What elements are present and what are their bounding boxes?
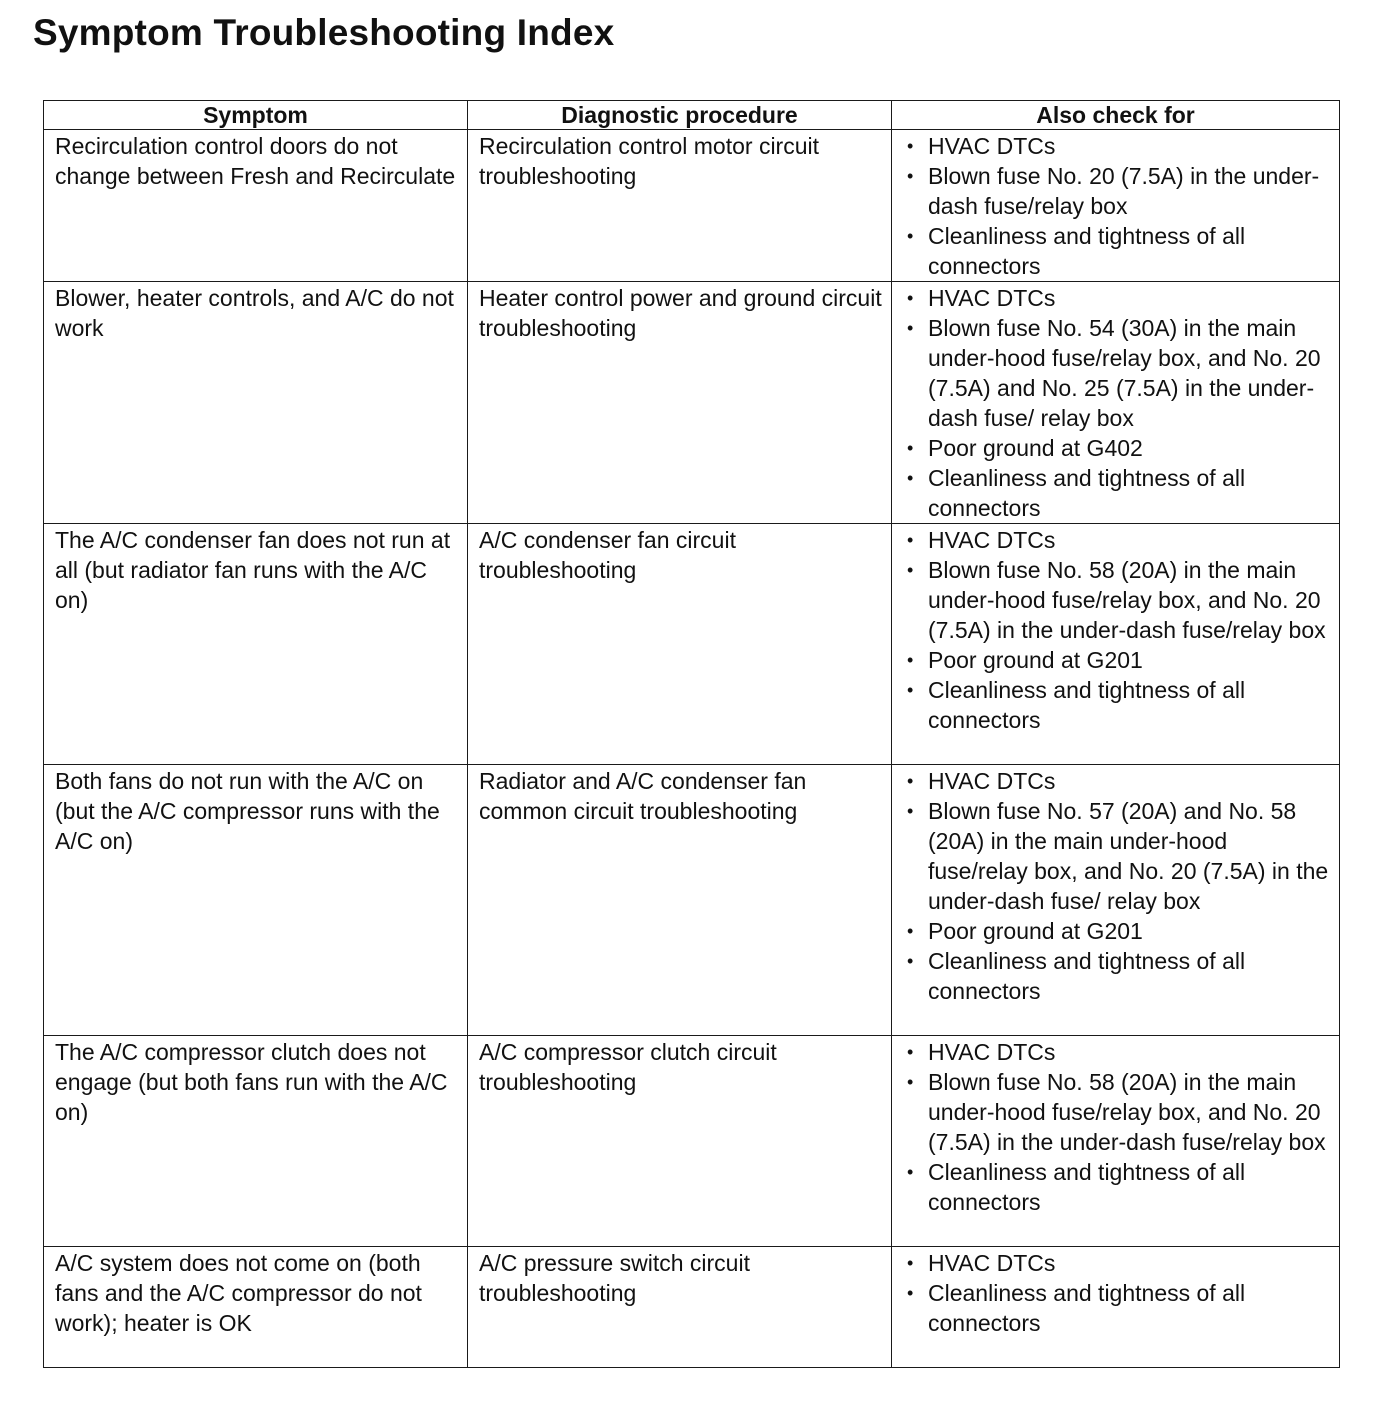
bullet-icon: • [907, 1162, 914, 1182]
check-item [903, 1157, 1333, 1217]
check-item-text: HVAC DTCs [928, 1250, 1056, 1276]
check-item [903, 313, 1333, 433]
bullet-icon: • [907, 801, 914, 821]
procedure-cell: Heater control power and ground circuit troubleshooting [468, 282, 892, 524]
procedure-cell: Radiator and A/C condenser fan common circuit troubleshooting [468, 765, 892, 1036]
check-list [903, 1037, 1333, 1217]
table-row [44, 524, 1340, 765]
check-item [903, 1278, 1333, 1338]
header-diagnostic-procedure: Diagnostic procedure [468, 101, 892, 130]
check-list [903, 1248, 1333, 1338]
bullet-icon: • [907, 650, 914, 670]
table-row [44, 282, 1340, 524]
bullet-icon: • [907, 680, 914, 700]
check-item-text: HVAC DTCs [928, 1039, 1056, 1065]
table-row [44, 765, 1340, 1036]
also-check-cell [892, 282, 1340, 524]
check-item-text: Blown fuse No. 54 (30A) in the main under-hood fuse/relay box, and No. 20 (7.5A) and No. 25 (7.5A) in the under-dash fuse/ relay box [928, 315, 1321, 431]
table-row [44, 130, 1340, 282]
check-item-text: Cleanliness and tightness of all connectors [928, 465, 1246, 521]
symptom-cell: Recirculation control doors do not change between Fresh and Recirculate [44, 130, 468, 282]
bullet-icon: • [907, 318, 914, 338]
check-item-text: Blown fuse No. 58 (20A) in the main under-hood fuse/relay box, and No. 20 (7.5A) in the under-dash fuse/relay box [928, 1069, 1326, 1155]
check-item [903, 283, 1333, 313]
check-list [903, 131, 1333, 281]
check-item-text: HVAC DTCs [928, 527, 1056, 553]
check-item [903, 1067, 1333, 1157]
bullet-icon: • [907, 1042, 914, 1062]
check-item [903, 131, 1333, 161]
check-list [903, 283, 1333, 523]
check-item [903, 525, 1333, 555]
check-item [903, 916, 1333, 946]
also-check-cell [892, 765, 1340, 1036]
also-check-cell [892, 524, 1340, 765]
symptom-cell: Both fans do not run with the A/C on (but the A/C compressor runs with the A/C on) [44, 765, 468, 1036]
bullet-icon: • [907, 1253, 914, 1273]
bullet-icon: • [907, 771, 914, 791]
symptom-cell: The A/C condenser fan does not run at all (but radiator fan runs with the A/C on) [44, 524, 468, 765]
procedure-cell: A/C compressor clutch circuit troubleshooting [468, 1036, 892, 1247]
bullet-icon: • [907, 136, 914, 156]
procedure-cell: Recirculation control motor circuit troubleshooting [468, 130, 892, 282]
bullet-icon: • [907, 438, 914, 458]
check-item [903, 1037, 1333, 1067]
symptom-cell: Blower, heater controls, and A/C do not work [44, 282, 468, 524]
check-item-text: Cleanliness and tightness of all connectors [928, 1280, 1246, 1336]
also-check-cell [892, 1036, 1340, 1247]
bullet-icon: • [907, 288, 914, 308]
check-item [903, 161, 1333, 221]
check-item-text: Blown fuse No. 57 (20A) and No. 58 (20A) in the main under-hood fuse/relay box, and No. 20 (7.5A) in the under-dash fuse/ relay box [928, 798, 1329, 914]
check-list [903, 525, 1333, 735]
bullet-icon: • [907, 1072, 914, 1092]
symptom-cell: The A/C compressor clutch does not engage (but both fans run with the A/C on) [44, 1036, 468, 1247]
symptom-cell: A/C system does not come on (both fans and the A/C compressor do not work); heater is OK [44, 1247, 468, 1368]
table-row [44, 1247, 1340, 1368]
check-item [903, 766, 1333, 796]
check-item-text: Blown fuse No. 58 (20A) in the main under-hood fuse/relay box, and No. 20 (7.5A) in the under-dash fuse/relay box [928, 557, 1326, 643]
table-header-row [44, 101, 1340, 130]
bullet-icon: • [907, 1283, 914, 1303]
procedure-cell: A/C pressure switch circuit troubleshooting [468, 1247, 892, 1368]
check-item [903, 645, 1333, 675]
check-item-text: HVAC DTCs [928, 133, 1056, 159]
also-check-cell [892, 1247, 1340, 1368]
check-item [903, 946, 1333, 1006]
also-check-cell [892, 130, 1340, 282]
header-symptom: Symptom [44, 101, 468, 130]
bullet-icon: • [907, 166, 914, 186]
bullet-icon: • [907, 530, 914, 550]
troubleshooting-table [43, 100, 1340, 1368]
check-item-text: Cleanliness and tightness of all connectors [928, 677, 1246, 733]
check-list [903, 766, 1333, 1006]
bullet-icon: • [907, 468, 914, 488]
check-item [903, 433, 1333, 463]
check-item [903, 221, 1333, 281]
check-item [903, 796, 1333, 916]
check-item-text: Blown fuse No. 20 (7.5A) in the under-dash fuse/relay box [928, 163, 1320, 219]
check-item [903, 1248, 1333, 1278]
check-item [903, 675, 1333, 735]
header-also-check-for: Also check for [892, 101, 1340, 130]
table-row [44, 1036, 1340, 1247]
check-item-text: Poor ground at G201 [928, 647, 1143, 673]
check-item-text: HVAC DTCs [928, 768, 1056, 794]
bullet-icon: • [907, 226, 914, 246]
check-item-text: Poor ground at G201 [928, 918, 1143, 944]
bullet-icon: • [907, 951, 914, 971]
check-item-text: Poor ground at G402 [928, 435, 1143, 461]
check-item-text: Cleanliness and tightness of all connectors [928, 1159, 1246, 1215]
check-item [903, 555, 1333, 645]
check-item-text: HVAC DTCs [928, 285, 1056, 311]
check-item-text: Cleanliness and tightness of all connectors [928, 948, 1246, 1004]
bullet-icon: • [907, 560, 914, 580]
check-item [903, 463, 1333, 523]
procedure-cell: A/C condenser fan circuit troubleshooting [468, 524, 892, 765]
page-title: Symptom Troubleshooting Index [33, 12, 615, 53]
bullet-icon: • [907, 921, 914, 941]
check-item-text: Cleanliness and tightness of all connectors [928, 223, 1246, 279]
